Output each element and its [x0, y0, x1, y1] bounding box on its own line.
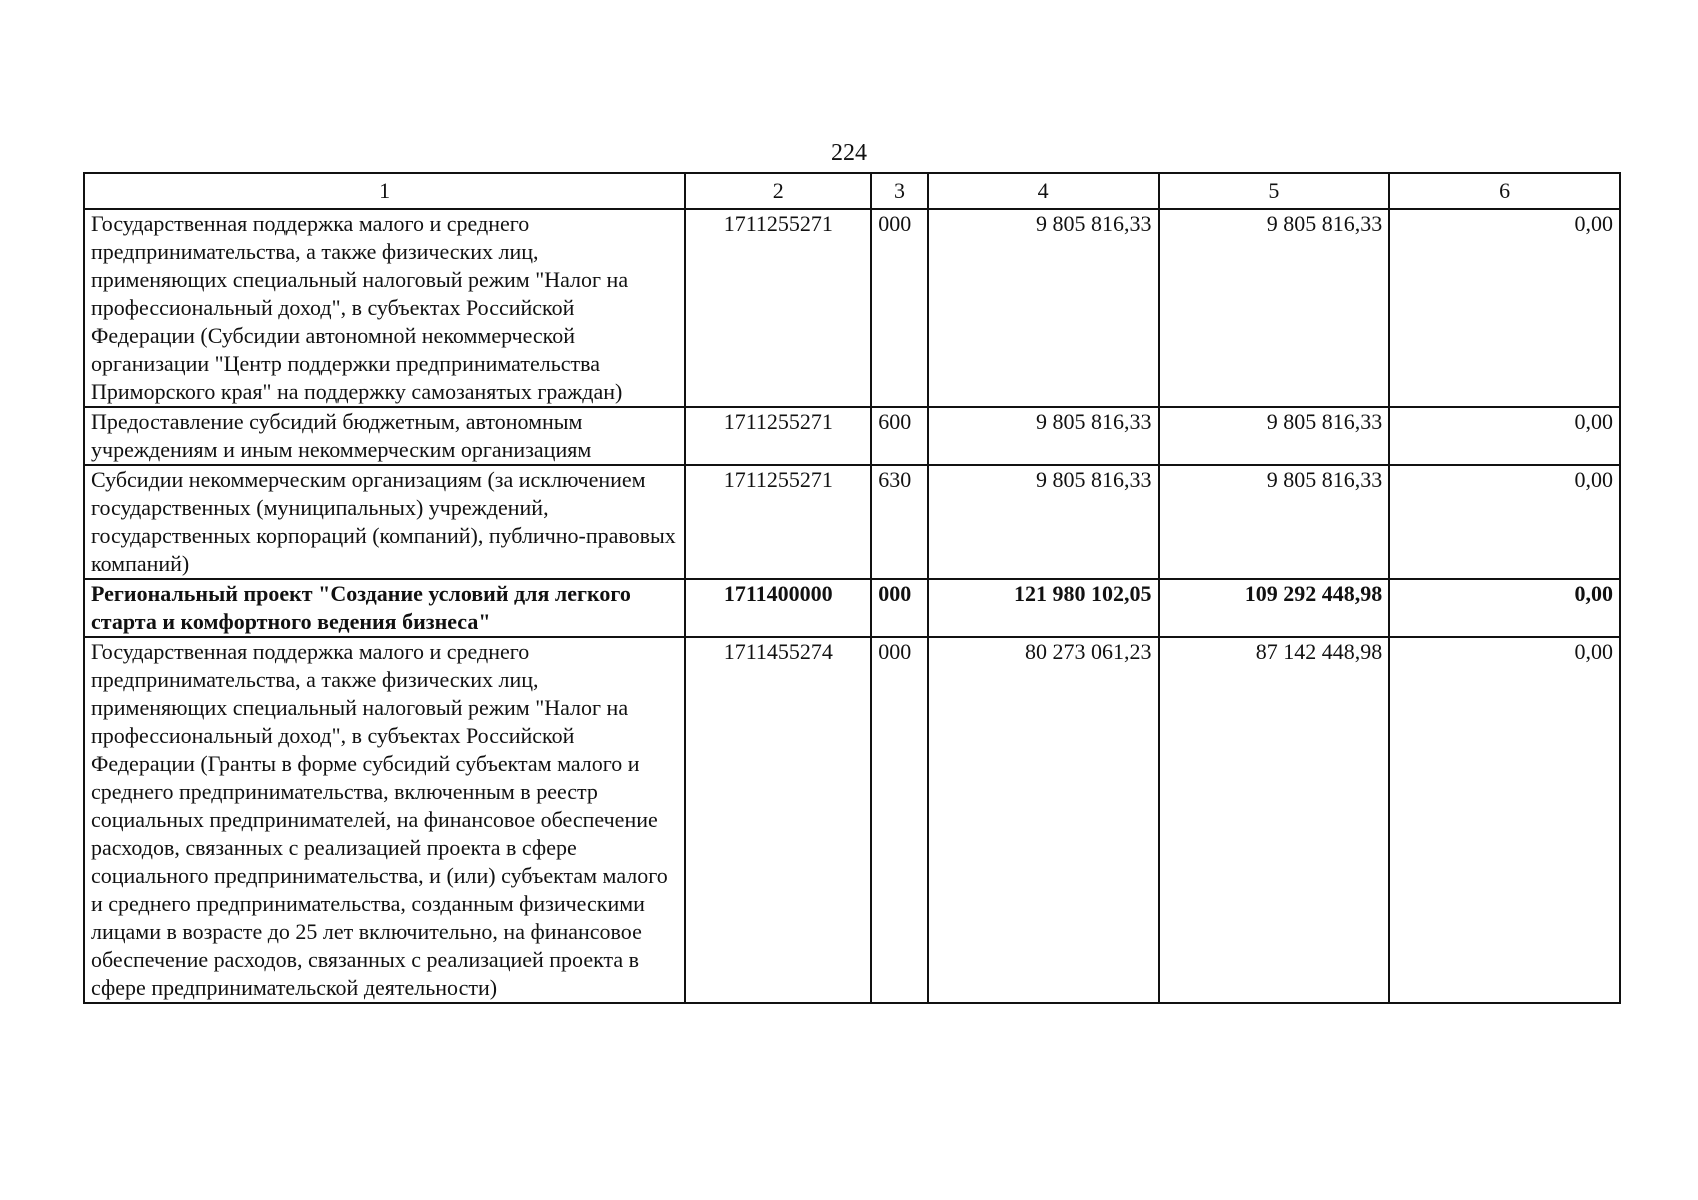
row-code: 1711255271 — [685, 407, 871, 465]
table-row-project — [84, 579, 1620, 637]
row-kind: 000 — [871, 579, 928, 637]
column-header-1: 1 — [84, 173, 685, 209]
row-col5: 9 805 816,33 — [1159, 465, 1390, 579]
row-col4: 121 980 102,05 — [928, 579, 1159, 637]
table-row — [84, 407, 1620, 465]
column-header-2: 2 — [685, 173, 871, 209]
budget-table — [83, 172, 1621, 1004]
table-row — [84, 637, 1620, 1003]
row-col4: 80 273 061,23 — [928, 637, 1159, 1003]
row-kind: 630 — [871, 465, 928, 579]
row-col5: 9 805 816,33 — [1159, 407, 1390, 465]
column-header-5: 5 — [1159, 173, 1390, 209]
row-name: Предоставление субсидий бюджетным, автономным учреждениям и иным некоммерческим организациям — [84, 407, 685, 465]
row-code: 1711400000 — [685, 579, 871, 637]
row-kind: 000 — [871, 637, 928, 1003]
row-name: Субсидии некоммерческим организациям (за исключением государственных (муниципальных) учреждений, государственных корпораций (компаний), публично-правовых компаний) — [84, 465, 685, 579]
row-name: Государственная поддержка малого и среднего предпринимательства, а также физических лиц, применяющих специальный налоговый режим "Налог на профессиональный доход", в субъектах Российской Федерации (Гранты в форме субсидий субъектам малого и среднего предпринимательства, включенным в реестр социальных предпринимателей, на финансовое обеспечение расходов, связанных с реализацией проекта в сфере социального предпринимательства, и (или) субъектам малого и среднего предпринимательства, созданным физическими лицами в возрасте до 25 лет включительно, на финансовое обеспечение расходов, связанных с реализацией проекта в сфере предпринимательской деятельности) — [84, 637, 685, 1003]
row-col4: 9 805 816,33 — [928, 209, 1159, 407]
column-header-4: 4 — [928, 173, 1159, 209]
row-name: Государственная поддержка малого и среднего предпринимательства, а также физических лиц, применяющих специальный налоговый режим "Налог на профессиональный доход", в субъектах Российской Федерации (Субсидии автономной некоммерческой организации "Центр поддержки предпринимательства Приморского края" на поддержку самозанятых граждан) — [84, 209, 685, 407]
row-col4: 9 805 816,33 — [928, 465, 1159, 579]
row-col4: 9 805 816,33 — [928, 407, 1159, 465]
row-col5: 87 142 448,98 — [1159, 637, 1390, 1003]
row-kind: 600 — [871, 407, 928, 465]
row-col5: 109 292 448,98 — [1159, 579, 1390, 637]
row-code: 1711255271 — [685, 465, 871, 579]
row-col6: 0,00 — [1389, 209, 1620, 407]
column-header-3: 3 — [871, 173, 928, 209]
row-col5: 9 805 816,33 — [1159, 209, 1390, 407]
row-code: 1711455274 — [685, 637, 871, 1003]
table-row — [84, 465, 1620, 579]
page-number: 224 — [831, 140, 867, 166]
row-kind: 000 — [871, 209, 928, 407]
row-code: 1711255271 — [685, 209, 871, 407]
row-col6: 0,00 — [1389, 579, 1620, 637]
table-header-row — [84, 173, 1620, 209]
row-col6: 0,00 — [1389, 637, 1620, 1003]
column-header-6: 6 — [1389, 173, 1620, 209]
row-name: Региональный проект "Создание условий для легкого старта и комфортного ведения бизнеса" — [84, 579, 685, 637]
table-row — [84, 209, 1620, 407]
row-col6: 0,00 — [1389, 465, 1620, 579]
row-col6: 0,00 — [1389, 407, 1620, 465]
